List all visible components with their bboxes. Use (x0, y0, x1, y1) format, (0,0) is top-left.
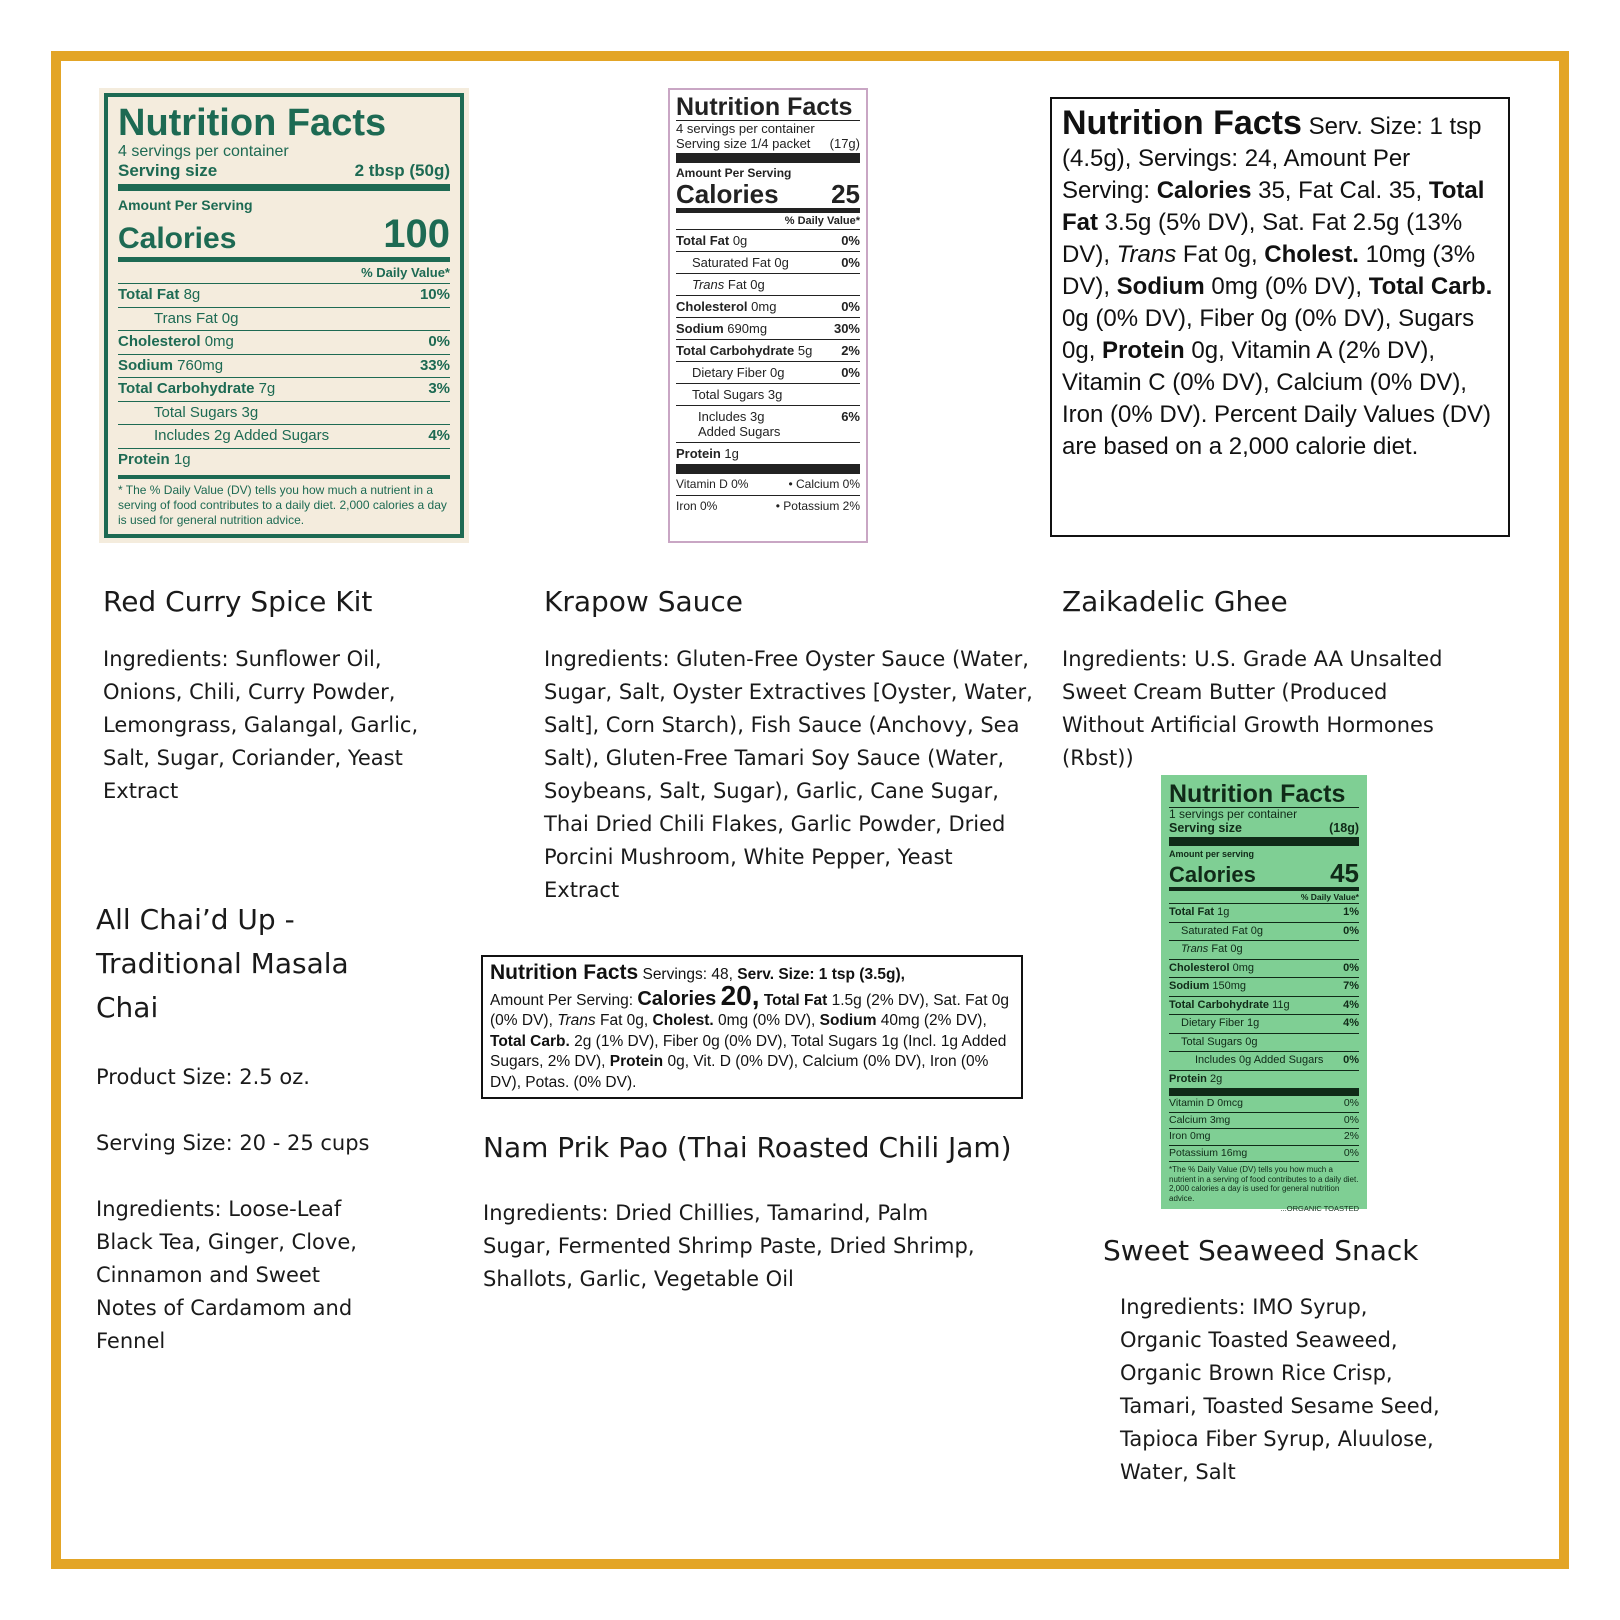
nutrient-row: Total Sugars 3g (676, 384, 860, 406)
amount-per-serving: Amount Per Serving (676, 166, 792, 180)
nutrient-row: Sodium 150mg 7% (1169, 978, 1359, 997)
nutrient-row: Total Carbohydrate 7g 3% (118, 378, 450, 402)
product-details-chai (96, 1061, 386, 1358)
calories-row: Calories 25 (676, 180, 860, 213)
product-ingredients-red-curry: Ingredients: Sunflower Oil, Onions, Chili, Curry Powder, Lemongrass, Galangal, Garlic, Salt, Sugar, Coriander, Yeast Extract (103, 647, 419, 803)
nutrient-row: Includes 2g Added Sugars 4% (118, 425, 450, 449)
label-title: Nutrition Facts (1169, 781, 1359, 808)
nutrient-row: Cholesterol 0mg 0% (676, 296, 860, 318)
nutrient-row: Total Sugars 3g (118, 402, 450, 426)
vitamin-row: Calcium 3mg 0% (1169, 1113, 1359, 1130)
product-ingredients-seaweed: Ingredients: IMO Syrup, Organic Toasted Seaweed, Organic Brown Rice Crisp, Tamari, Toasted Sesame Seed, Tapioca Fiber Syrup, Aluulose, Water, Salt (1120, 1295, 1440, 1484)
product-title-red-curry: Red Curry Spice Kit (103, 585, 373, 618)
product-ingredients-chai: Ingredients: Loose-Leaf Black Tea, Ginger, Clove, Cinnamon and Sweet Notes of Cardamom and Fennel (96, 1197, 357, 1353)
nutrient-row: Protein 2g (1169, 1071, 1359, 1097)
nutrient-row: Total Fat 1g 1% (1169, 904, 1359, 923)
nutrient-row: Total Sugars 0g (1169, 1034, 1359, 1053)
vitamin-row: Iron 0% • Potassium 2% (676, 499, 860, 513)
product-ingredients-nam-prik: Ingredients: Dried Chillies, Tamarind, Palm Sugar, Fermented Shrimp Paste, Dried Shrimp, Shallots, Garlic, Vegetable Oil (483, 1201, 975, 1291)
serving-size-text: Serving Size: 20 - 25 cups (96, 1131, 370, 1155)
daily-value-header: % Daily Value* (1169, 891, 1359, 904)
label-footnote: *The % Daily Value (DV) tells you how much a nutrient in a serving of food contributes to a daily diet. 2,000 calories a day is used for general nutrition advice. (1169, 1165, 1359, 1203)
vitamin-row: Vitamin D 0mcg 0% (1169, 1096, 1359, 1113)
product-ingredients-ghee: Ingredients: U.S. Grade AA Unsalted Sweet Cream Butter (Produced Without Artificial Growth Hormones (Rbst)) (1062, 647, 1443, 770)
serving-size: Serving size (18g) (1169, 821, 1359, 846)
nutrition-label-krapow (668, 88, 868, 543)
product-title-nam-prik: Nam Prik Pao (Thai Roasted Chili Jam) (483, 1131, 1012, 1164)
product-title-ghee: Zaikadelic Ghee (1062, 585, 1288, 618)
servings-per-container: 1 servings per container (1169, 807, 1298, 821)
nutrient-row: Trans Fat 0g (118, 308, 450, 332)
daily-value-header: % Daily Value* (676, 213, 860, 230)
nutrient-row: Protein 1g (118, 450, 191, 468)
daily-value-header: % Daily Value* (118, 262, 450, 284)
product-ingredients-krapow: Ingredients: Gluten-Free Oyster Sauce (Water, Sugar, Salt, Oyster Extractives [Oyster, Water, Salt], Corn Starch), Fish Sauce (Anchovy, Sea Salt), Gluten-Free Tamari Soy Sauce (Water, Soybeans, Salt, Sugar), Garlic, Cane Sugar, Thai Dried Chili Flakes, Garlic Powder, Dried Porcini Mushroom, White Pepper, Yeast Extract (544, 647, 1033, 902)
nutrient-row: Includes 0g Added Sugars 0% (1169, 1052, 1359, 1071)
serving-size: Serving size 1/4 packet (17g) (676, 136, 860, 163)
nutrient-row: Cholesterol 0mg 0% (1169, 960, 1359, 979)
nutrient-row: Total Fat 8g 10% (118, 284, 450, 308)
product-title-krapow: Krapow Sauce (544, 585, 744, 618)
nutrient-row: Cholesterol 0mg 0% (118, 331, 450, 355)
nutrition-label-red-curry (99, 88, 469, 543)
calories-row: Calories 45 (1169, 859, 1359, 891)
nutrient-row: Total Carbohydrate 5g 2% (676, 340, 860, 362)
label-bottom-text: ...ORGANIC TOASTED (1280, 1204, 1359, 1213)
amount-per-serving: Amount per serving (1169, 849, 1255, 859)
product-title-seaweed: Sweet Seaweed Snack (1103, 1234, 1419, 1267)
nutrient-row: Includes 3g Added Sugars 6% (676, 406, 860, 443)
product-size: Product Size: 2.5 oz. (96, 1065, 310, 1089)
servings-per-container: 4 servings per container (676, 121, 815, 136)
nutrient-row: Trans Fat 0g (676, 274, 860, 296)
nutrient-row: Sodium 690mg 30% (676, 318, 860, 340)
vitamin-row: Potassium 16mg 0% (1169, 1146, 1359, 1163)
vitamin-row: Iron 0mg 2% (1169, 1129, 1359, 1146)
nutrition-label-seaweed (1161, 775, 1367, 1213)
nutrient-row: Trans Fat 0g (1169, 941, 1359, 960)
nutrient-row: Protein 1g (676, 443, 860, 474)
serving-size: Serving size 2 tbsp (50g) (118, 161, 450, 191)
nutrition-label-nam-prik: Nutrition Facts Servings: 48, Serv. Size: 1 tsp (3.5g), Amount Per Serving: Calories 20, Total Fat 1.5g (2% DV), Sat. Fat 0g (0% DV), Trans Fat 0g, Cholest. 0mg (0% DV), Sodium 40mg (2% DV), Total Carb. 2g (1% DV), Fiber 0g (0% DV), Total Sugars 1g (Incl. 1g Added Sugars, 2% DV), Protein 0g, Vit. D (0% DV), Calcium (0% DV), Iron (0% DV), Potas. (0% DV). (481, 955, 1023, 1099)
amount-per-serving: Amount Per Serving (118, 197, 253, 213)
nutrient-row: Saturated Fat 0g 0% (1169, 923, 1359, 942)
vitamin-row: Vitamin D 0% • Calcium 0% (676, 474, 860, 496)
calories-row: Calories 100 (118, 213, 450, 262)
nutrient-row: Total Carbohydrate 11g 4% (1169, 997, 1359, 1016)
product-title-chai: All Chai’d Up - Traditional Masala Chai (96, 903, 349, 1024)
nutrient-row: Dietary Fiber 0g 0% (676, 362, 860, 384)
label-title: Nutrition Facts (118, 102, 387, 144)
nutrient-row: Sodium 760mg 33% (118, 355, 450, 379)
nutrient-row: Saturated Fat 0g 0% (676, 252, 860, 274)
nutrient-row: Dietary Fiber 1g 4% (1169, 1015, 1359, 1034)
nutrient-row: Total Fat 0g 0% (676, 230, 860, 252)
nutrition-label-ghee: Nutrition Facts Serv. Size: 1 tsp (4.5g), Servings: 24, Amount Per Serving: Calories 35, Fat Cal. 35, Total Fat 3.5g (5% DV), Sat. Fat 2.5g (13% DV), Trans Fat 0g, Cholest. 10mg (3% DV), Sodium 0mg (0% DV), Total Carb. 0g (0% DV), Fiber 0g (0% DV), Sugars 0g, Protein 0g, Vitamin A (2% DV), Vitamin C (0% DV), Calcium (0% DV), Iron (0% DV). Percent Daily Values (DV) are based on a 2,000 calorie diet. (1050, 97, 1510, 537)
label-title: Nutrition Facts (676, 94, 860, 121)
servings-per-container: 4 servings per container (118, 143, 289, 160)
label-footnote: * The % Daily Value (DV) tells you how much a nutrient in a serving of food contributes to a daily diet. 2,000 calories a day is used for general nutrition advice. (118, 475, 450, 528)
